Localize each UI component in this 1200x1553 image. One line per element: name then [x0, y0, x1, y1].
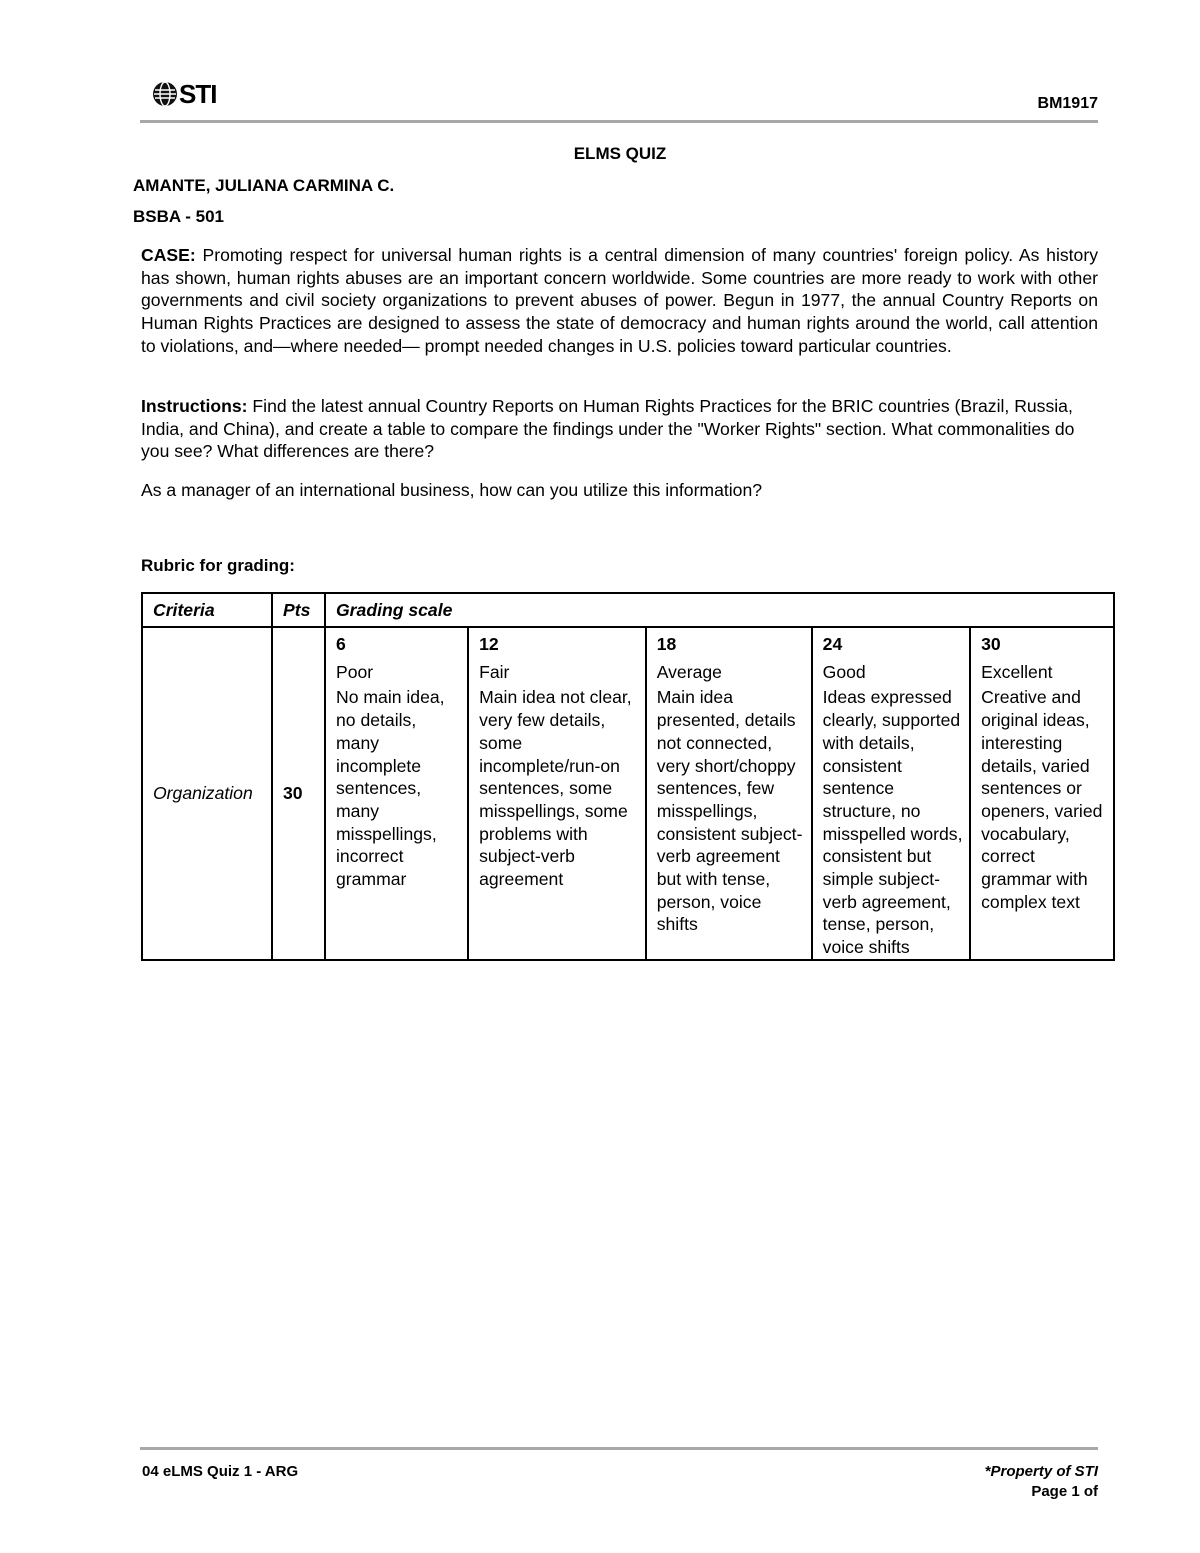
header-divider: [140, 120, 1098, 123]
level-name: Good: [822, 661, 866, 682]
footer-document-name: 04 eLMS Quiz 1 - ARG: [142, 1463, 299, 1480]
footer-property-notice: *Property of STI: [984, 1463, 1098, 1480]
case-label: CASE:: [141, 245, 196, 265]
level-description: Main idea presented, details not connected, very short/choppy sentences, few misspellings, consistent subject-verb agreement but with tense, person, voice shifts: [656, 687, 803, 935]
grading-scale-header: Grading scale: [325, 593, 1114, 627]
rubric-table: [141, 592, 1115, 961]
level-cell-fair: [468, 627, 646, 960]
level-score: 6: [336, 634, 346, 654]
level-score: 24: [822, 634, 843, 654]
pts-header: Pts: [272, 593, 325, 627]
question-paragraph: As a manager of an international business, how can you utilize this information?: [141, 480, 763, 500]
level-score: 12: [479, 634, 499, 654]
level-name: Fair: [479, 661, 510, 682]
level-description: Creative and original ideas, interesting details, varied sentences or openers, varied vocabulary, correct grammar with complex text: [981, 687, 1103, 912]
globe-icon: [152, 81, 178, 107]
level-cell-average: [646, 627, 812, 960]
points-cell: 30: [272, 627, 325, 960]
level-name: Poor: [336, 661, 374, 682]
level-cell-good: [812, 627, 970, 960]
student-section: BSBA - 501: [133, 207, 225, 226]
rubric-row-organization: [142, 627, 1114, 960]
level-cell-poor: [325, 627, 468, 960]
level-score: 30: [981, 634, 1001, 654]
instructions-label: Instructions:: [141, 396, 248, 416]
level-description: Ideas expressed clearly, supported with details, consistent sentence structure, no misspelled words, consistent but simple subject-verb agreement, tense, person, voice shifts: [822, 687, 963, 958]
case-text: Promoting respect for universal human rights is a central dimension of many countries' foreign policy. As history has shown, human rights abuses are an important concern worldwide. Some countries are more ready to work with other governments and civil society organizations to prevent abuses of power. Begun in 1977, the annual Country Reports on Human Rights Practices are designed to assess the state of democracy and human rights around the world, call attention to violations, and—where needed— prompt needed changes in U.S. policies toward particular countries.: [141, 245, 1098, 356]
footer-page-number: Page 1 of: [1031, 1483, 1098, 1500]
footer-divider: [140, 1447, 1098, 1450]
document-code: BM1917: [1037, 95, 1098, 112]
rubric-label: Rubric for grading:: [141, 556, 295, 575]
logo-text: STI: [179, 79, 217, 109]
level-cell-excellent: [970, 627, 1114, 960]
level-description: No main idea, no details, many incomplete sentences, many misspellings, incorrect grammar: [336, 687, 445, 890]
level-name: Excellent: [981, 661, 1053, 682]
case-paragraph: [141, 244, 1098, 358]
level-score: 18: [656, 634, 677, 654]
sti-logo: [152, 80, 216, 108]
criterion-cell: Organization: [142, 627, 272, 960]
rubric-header-row: [142, 593, 1114, 627]
instructions-text: Find the latest annual Country Reports on Human Rights Practices for the BRIC countries (Brazil, Russia, India, and China), and create a table to compare the findings under the "Worker Rights" section. What commonalities do you see? What differences are there?: [141, 396, 1075, 462]
student-name: AMANTE, JULIANA CARMINA C.: [133, 176, 395, 195]
page-title: ELMS QUIZ: [573, 144, 667, 163]
level-name: Average: [656, 661, 722, 682]
instructions-paragraph: [141, 395, 1098, 463]
criteria-header: Criteria: [142, 593, 272, 627]
level-description: Main idea not clear, very few details, some incomplete/run-on sentences, some misspellings, some problems with subject-verb agreement: [479, 687, 632, 890]
